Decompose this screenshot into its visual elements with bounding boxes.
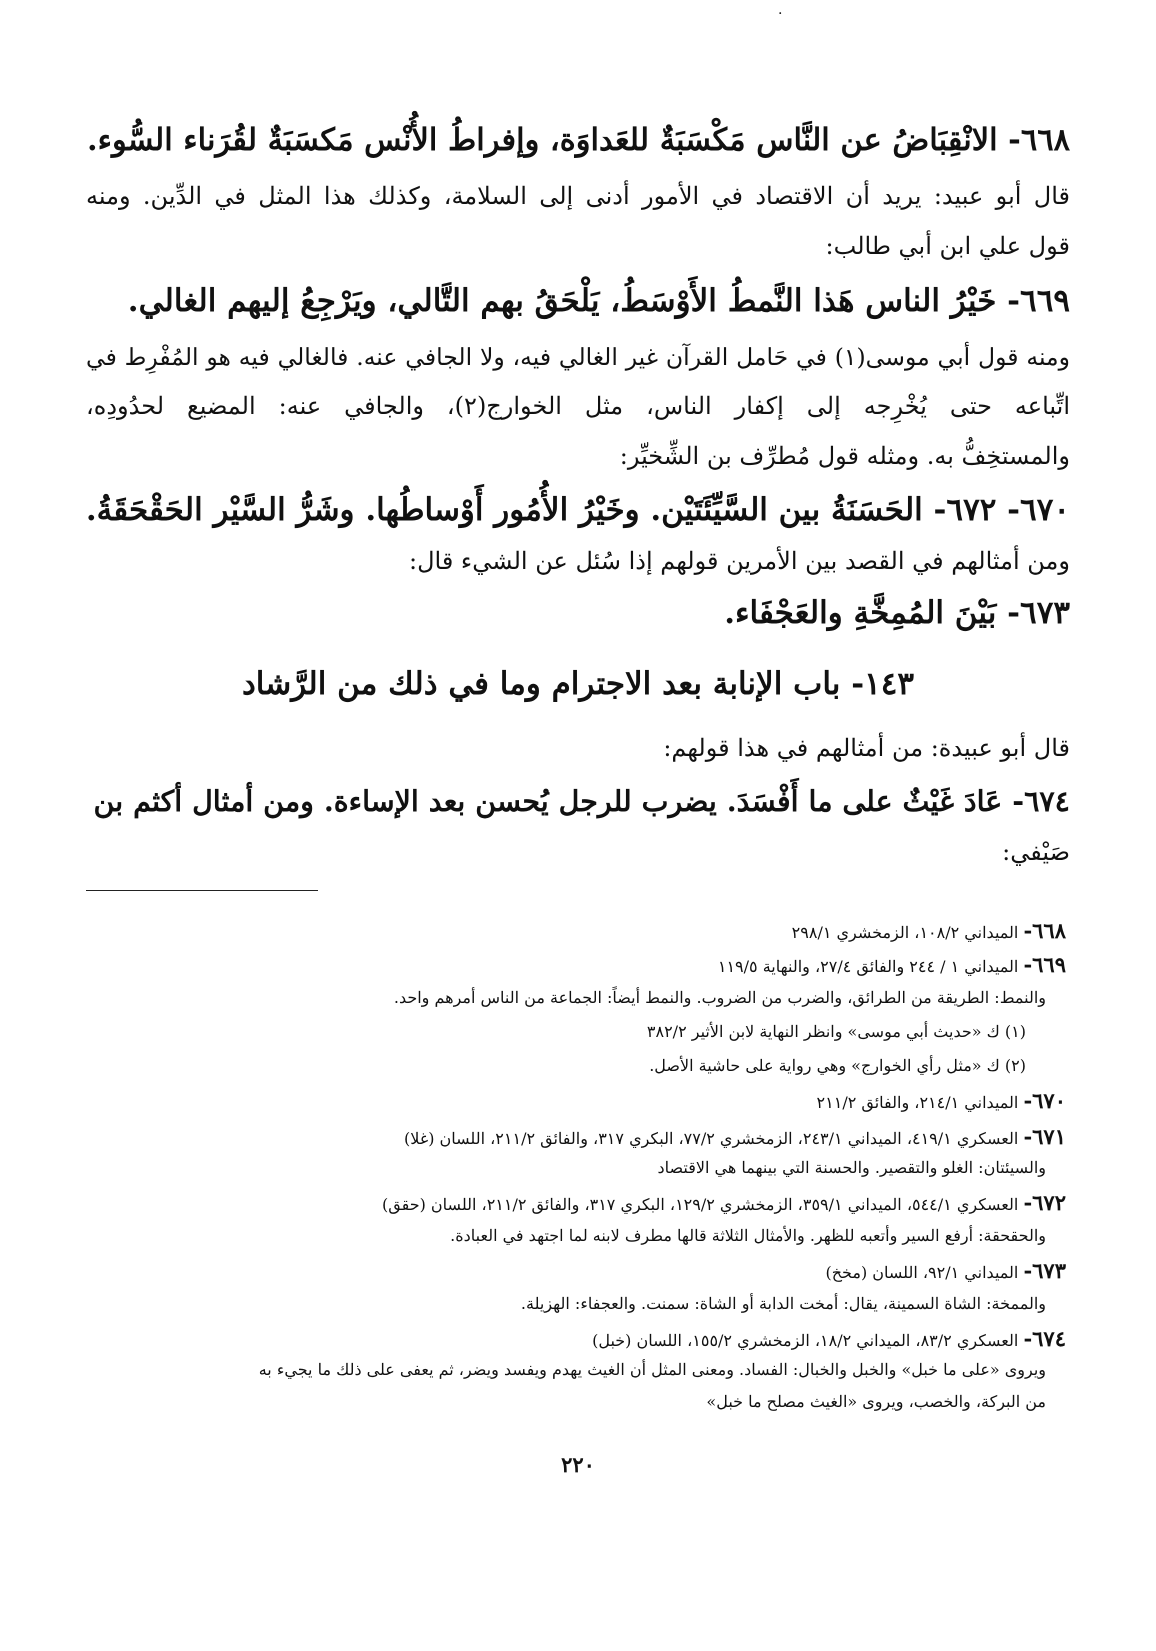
footnote-line: ٦٦٩- الميداني ١ / ٢٤٤ والفائق ٢٧/٤، والنهاية ١١٩/٥ xyxy=(717,952,1066,977)
commentary-line: اتِّباعه حتى يُخْرِجه إلى إكفار الناس، مثل الخوارج(٢)، والجافي عنه: المضيع لحدُودِه، xyxy=(86,392,1070,420)
proverb-670-672: ٦٧٠- ٦٧٢- الحَسَنَةُ بين السَّيِّئَتَيْن. وخَيْرُ الأُمُور أَوْساطُها. وشَرُّ السَّيْر الحَقْحَقَةُ. xyxy=(85,492,1070,528)
footnote-line: ٦٧٤- العسكري ٨٣/٢، الميداني ١٨/٢، الزمخشري ١٥٥/٢، اللسان (خبل) xyxy=(592,1326,1066,1351)
footnote-line: ٦٧٣- الميداني ٩٢/١، اللسان (مخخ) xyxy=(825,1258,1066,1283)
commentary-line: قول علي ابن أبي طالب: xyxy=(825,232,1070,260)
commentary-line: قال أبو عبيدة: من أمثالهم في هذا قولهم: xyxy=(663,734,1070,762)
footnote-line: (٢) ك «مثل رأي الخوارج» وهي رواية على حاشية الأصل. xyxy=(649,1056,1026,1075)
footnote-line: ٦٧١- العسكري ٤١٩/١، الميداني ٢٤٣/١، الزمخشري ٧٧/٢، البكري ٣١٧، والفائق ٢١١/٢، اللسان (غلا) xyxy=(404,1124,1066,1149)
footnote-separator xyxy=(86,890,318,891)
footnote-line: ويروى «على ما خبل» والخبل والخبال: الفساد. ومعنى المثل أن الغيث يهدم ويفسد ويضر، ثم يعفى على ذلك ما يجيء به xyxy=(258,1360,1046,1379)
section-title: ١٤٣- باب الإنابة بعد الاجترام وما في ذلك من الرَّشاد xyxy=(241,666,915,702)
footnote-line: والنمط: الطريقة من الطرائق، والضرب من الضروب. والنمط أيضاً: الجماعة من الناس أمرهم واحد. xyxy=(393,988,1046,1007)
proverb-669: ٦٦٩- خَيْرُ الناس هَذا النَّمطُ الأَوْسَطُ، يَلْحَقُ بهم التَّالي، ويَرْجِعُ إليهم الغالي. xyxy=(127,283,1070,319)
proverb-673: ٦٧٣- بَيْنَ المُمِخَّةِ والعَجْفَاء. xyxy=(724,595,1070,631)
footnote-line: من البركة، والخصب، ويروى «الغيث مصلح ما خبل» xyxy=(706,1392,1046,1411)
footnote-line: ٦٧٢- العسكري ٥٤٤/١، الميداني ٣٥٩/١، الزمخشري ١٢٩/٢، البكري ٣١٧، والفائق ٢١١/٢، اللسان (حقق) xyxy=(382,1190,1066,1215)
commentary-line: قال أبو عبيد: يريد أن الاقتصاد في الأمور أدنى إلى السلامة، وكذلك هذا المثل في الدِّين. ومنه xyxy=(86,182,1070,210)
commentary-line: ومن أمثالهم في القصد بين الأمرين قولهم إذا سُئل عن الشيء قال: xyxy=(408,547,1070,575)
commentary-line: ومنه قول أبي موسى(١) في حَامل القرآن غير الغالي فيه، ولا الجافي عنه. فالغالي فيه هو المُفْرِط في xyxy=(86,343,1070,371)
footnote-line: والسيئتان: الغلو والتقصير. والحسنة التي بينهما هي الاقتصاد xyxy=(657,1158,1046,1177)
footnote-line: والحقحقة: أرفع السير وأتعبه للظهر. والأمثال الثلاثة قالها مطرف لابنه لما اجتهد في العبادة. xyxy=(450,1226,1046,1245)
footnote-line: (١) ك «حديث أبي موسى» وانظر النهاية لابن الأثير ٣٨٢/٢ xyxy=(646,1022,1026,1041)
proverb-674: ٦٧٤- عَادَ غَيْثٌ على ما أَفْسَدَ. يضرب للرجل يُحسن بعد الإساءة. ومن أمثال أكثم بن xyxy=(93,784,1070,818)
commentary-line: والمستخِفُّ به. ومثله قول مُطرِّف بن الشِّخيِّر: xyxy=(619,442,1070,470)
proverb-668: ٦٦٨- الانْقِبَاضُ عن النَّاس مَكْسَبَةٌ للعَداوَة، وإفراطُ الأُنْس مَكسَبَةٌ لقُرَناء السُّوء. xyxy=(87,122,1070,158)
footnote-line: ٦٧٠- الميداني ٢١٤/١، والفائق ٢١١/٢ xyxy=(816,1088,1066,1113)
page-mark-dot: . xyxy=(778,2,783,18)
commentary-line: صَيْفي: xyxy=(1002,838,1070,866)
page-number: ٢٢٠ xyxy=(561,1452,595,1477)
footnote-line: والممخة: الشاة السمينة، يقال: أمخت الدابة أو الشاة: سمنت. والعجفاء: الهزيلة. xyxy=(520,1294,1046,1313)
footnote-line: ٦٦٨- الميداني ١٠٨/٢، الزمخشري ٢٩٨/١ xyxy=(791,918,1066,943)
